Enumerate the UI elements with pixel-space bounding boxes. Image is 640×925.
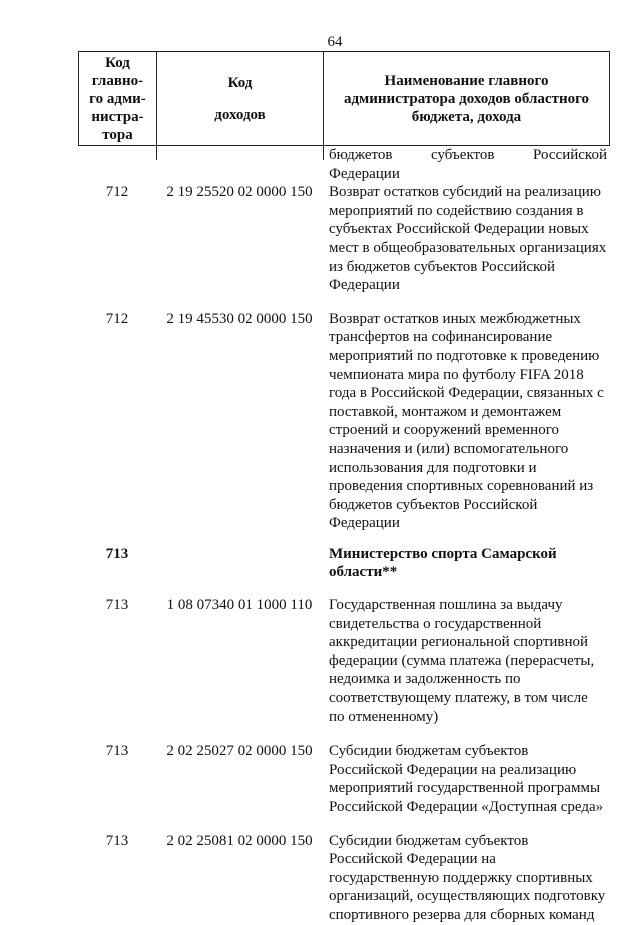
table-row xyxy=(78,545,618,582)
page-number: 64 xyxy=(327,34,343,50)
continuation-word: бюджетов xyxy=(329,147,393,163)
description-line: Возврат остатков иных межбюджетных xyxy=(329,310,581,327)
header-admin-line: Код xyxy=(105,54,130,71)
table-row xyxy=(78,742,618,816)
income-code-cell: 2 19 45530 02 0000 150 xyxy=(166,310,313,327)
header-name: Наименование главного администратора доходов областного бюджета, дохода xyxy=(343,72,590,125)
continuation-word: субъектов xyxy=(431,147,495,163)
description-cell xyxy=(323,545,607,582)
description-line: чемпионата мира по футболу FIFA 2018 xyxy=(329,366,584,383)
description-cell xyxy=(323,183,607,295)
table-row xyxy=(78,183,618,295)
description-line: мероприятий государственной программы xyxy=(329,780,601,797)
description-line: федерации (сумма платежа (перерасчеты, xyxy=(329,652,595,669)
income-code-cell: 1 08 07340 01 1000 110 xyxy=(166,597,313,614)
description-line: организаций, осуществляющих подготовку xyxy=(329,888,606,905)
header-admin-code xyxy=(79,52,157,145)
income-code-cell: 2 02 25027 02 0000 150 xyxy=(166,743,313,760)
description-cell xyxy=(323,832,607,925)
description-line: трансфертов на софинансирование xyxy=(329,329,553,346)
description-line: Субсидии бюджетам субъектов xyxy=(329,743,529,760)
description-line: Федерации xyxy=(329,515,400,532)
admin-code-cell: 713 xyxy=(105,597,129,614)
income-code-cell: 2 19 25520 02 0000 150 xyxy=(166,184,313,201)
continuation-line: Федерации xyxy=(329,165,400,182)
description-line: Возврат остатков субсидий на реализацию xyxy=(329,184,601,201)
description-line: государственную поддержку спортивных xyxy=(329,869,593,886)
description-line: мероприятий по содействию создания в xyxy=(329,202,584,219)
description-cell xyxy=(323,596,607,726)
continuation-text xyxy=(323,146,607,183)
header-admin-code-text xyxy=(89,54,146,144)
description-line: свидетельства о государственной xyxy=(329,615,542,632)
table-body xyxy=(78,146,618,925)
description-cell xyxy=(323,742,607,816)
header-admin-line: го адми- xyxy=(89,90,146,107)
description-line: поставкой, монтажом и демонтажем xyxy=(329,403,562,420)
description-line: Российской Федерации на xyxy=(329,851,496,868)
admin-code-cell: 713 xyxy=(105,832,129,849)
description-line: соответствующему платежу, в том числе xyxy=(329,690,588,707)
description-line: мест в общеобразовательных организациях xyxy=(329,239,607,256)
description-line: недоимка и задолженность по xyxy=(329,671,521,688)
description-line: Субсидии бюджетам субъектов xyxy=(329,832,529,849)
description-line: Государственная пошлина за выдачу xyxy=(329,597,563,614)
header-admin-line: главно- xyxy=(91,72,144,89)
continuation-row xyxy=(78,146,618,183)
description-line: использования для подготовки и xyxy=(329,459,537,476)
admin-code-cell: 712 xyxy=(105,310,129,327)
table-row xyxy=(78,310,618,533)
header-income-code-line1: Код xyxy=(227,74,253,91)
admin-code-cell: 713 xyxy=(105,545,129,562)
header-admin-line: нистра- xyxy=(91,108,144,125)
description-line: Министерство спорта Самарской xyxy=(329,545,557,562)
description-line: года в Российской Федерации, связанных с xyxy=(329,385,604,402)
description-line: Российской Федерации «Доступная среда» xyxy=(329,799,604,815)
description-line: Федерации xyxy=(329,277,400,294)
admin-code-cell: 713 xyxy=(105,743,129,760)
table-header xyxy=(78,51,610,146)
income-code-cell: 2 02 25081 02 0000 150 xyxy=(166,832,313,849)
description-line: назначения и (или) вспомогательного xyxy=(329,440,569,457)
description-line: проведения спортивных соревнований из xyxy=(329,478,594,495)
header-admin-line: тора xyxy=(102,126,133,143)
description-line: области** xyxy=(329,564,398,581)
admin-code-cell: 712 xyxy=(105,184,129,201)
description-line: Российской Федерации на реализацию xyxy=(329,761,577,778)
continuation-word: Российской xyxy=(533,147,607,163)
description-line: бюджетов субъектов Российской xyxy=(329,496,538,513)
description-line: из бюджетов субъектов Российской xyxy=(329,258,556,275)
description-cell xyxy=(323,310,607,533)
table-row xyxy=(78,832,618,925)
description-line: мероприятий по подготовке к проведению xyxy=(329,347,600,364)
header-income-code-line2: доходов xyxy=(214,106,266,123)
description-line: по отмененному) xyxy=(329,708,439,725)
table-row xyxy=(78,596,618,726)
header-income-code xyxy=(157,52,324,145)
income-code-cell xyxy=(156,545,323,582)
description-line: аккредитации региональной спортивной xyxy=(329,634,589,651)
description-line: субъектах Российской Федерации новых xyxy=(329,221,589,238)
description-line: строений и сооружений временного xyxy=(329,422,559,439)
description-line: спортивного резерва для сборных команд xyxy=(329,906,595,923)
